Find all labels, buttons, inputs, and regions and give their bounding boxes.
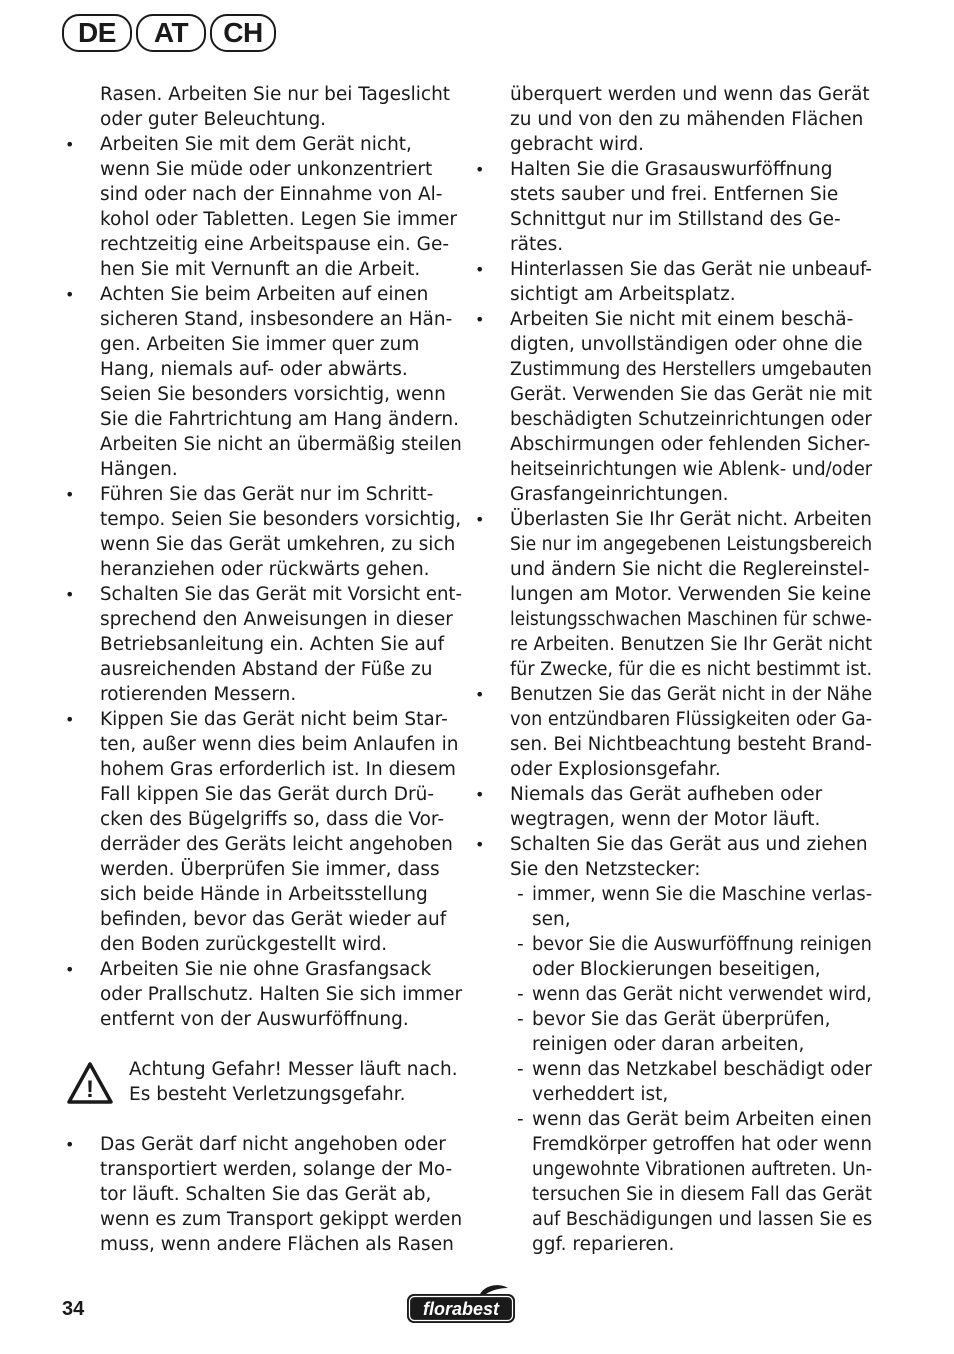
logo-wordmark: florabest [422,1299,500,1319]
text-line [472,232,872,257]
text-line [472,282,872,307]
dash-marker: - [517,984,524,1005]
text-line [62,382,462,407]
text-line [62,782,462,807]
text-line [472,407,872,432]
line-text: kohol oder Tabletten. Legen Sie immer [100,209,457,230]
country-badge-de: DE [62,14,132,52]
text-line [62,557,462,582]
text-line [62,432,462,457]
text-line [472,632,872,657]
text-line [62,1132,462,1157]
text-line [62,182,462,207]
line-text: hohem Gras erforderlich ist. In diesem [100,759,456,780]
text-line [472,82,872,107]
text-line [472,257,872,282]
bullet-icon: • [475,510,485,529]
line-text: Benutzen Sie das Gerät nicht in der Nähe [510,684,873,705]
line-text: befinden, bevor das Gerät wieder auf [100,909,447,930]
line-text: Gerät. Verwenden Sie das Gerät nie mit [510,384,873,405]
line-text: sprechend den Anweisungen in dieser [100,609,453,630]
line-text: verheddert ist, [532,1084,669,1105]
text-line [472,1132,872,1157]
line-text: wenn das Netzkabel beschädigt oder [532,1059,872,1080]
text-line [62,632,462,657]
text-line [62,107,462,132]
line-text: zu und von den zu mähenden Flächen [510,109,864,130]
line-text: auf Beschädigungen und lassen Sie es [532,1209,873,1230]
line-text: werden. Überprüfen Sie immer, dass [100,859,440,880]
text-line [62,232,462,257]
text-line [62,1007,462,1032]
text-line [472,1182,872,1207]
line-text: digten, unvollständigen oder ohne die [510,334,863,355]
warning-note [62,1057,462,1132]
line-text: ggf. reparieren. [532,1234,675,1255]
text-line [472,482,872,507]
text-line [62,807,462,832]
line-text: stets sauber und frei. Entfernen Sie [510,184,839,205]
warning-text: Achtung Gefahr! Messer läuft nach. [129,1059,458,1080]
text-line [62,157,462,182]
line-text: Hinterlassen Sie das Gerät nie unbeauf- [510,259,872,280]
line-text: sicheren Stand, insbesondere an Hän- [100,309,453,330]
text-line [472,882,872,907]
text-line [62,1157,462,1182]
text-line [62,257,462,282]
line-text: Sie nur im angegebenen Leistungsbereich [510,534,873,555]
line-text: gebracht wird. [510,134,645,155]
text-line [62,607,462,632]
bullet-icon: • [65,585,75,604]
text-line [62,757,462,782]
line-text: reinigen oder daran arbeiten, [532,1034,805,1055]
warning-text: Es besteht Verletzungsgefahr. [129,1084,406,1105]
bullet-icon: • [65,960,75,979]
line-text: Niemals das Gerät aufheben oder [510,784,823,805]
dash-marker: - [517,1059,524,1080]
text-line [472,732,872,757]
bullet-icon: • [65,485,75,504]
spacer [62,1032,462,1057]
bullet-icon: • [475,685,485,704]
left-text-block [62,82,462,1032]
line-text: beschädigten Schutzeinrichtungen oder [510,409,872,430]
line-text: Arbeiten Sie nicht mit einem beschä- [510,309,854,330]
line-text: tersuchen Sie in diesem Fall das Gerät [532,1184,872,1205]
line-text: Schnittgut nur im Stillstand des Ge- [510,209,841,230]
line-text: ungewohnte Vibrationen auftreten. Un- [532,1159,873,1180]
text-line [472,682,872,707]
bullet-icon: • [65,135,75,154]
text-line [472,982,872,1007]
text-line [472,907,872,932]
text-line [472,807,872,832]
left-column [62,82,462,1257]
text-line [62,1182,462,1207]
bullet-icon: • [65,285,75,304]
text-line [62,532,462,557]
line-text: und ändern Sie nicht die Reglereinstel- [510,559,870,580]
text-line [472,1157,872,1182]
text-line [472,307,872,332]
text-line [62,1207,462,1232]
bullet-icon: • [475,160,485,179]
line-text: Hang, niemals auf- oder abwärts. [100,359,408,380]
text-line [62,657,462,682]
line-text: derräder des Geräts leicht angehoben [100,834,453,855]
text-line [62,307,462,332]
text-line [62,207,462,232]
text-line [472,532,872,557]
line-text: wegtragen, wenn der Motor läuft. [510,809,821,830]
line-text: wenn Sie das Gerät umkehren, zu sich [100,534,456,555]
text-line [472,757,872,782]
line-text: wenn das Gerät nicht verwendet wird, [532,984,872,1005]
text-line [62,582,462,607]
line-text: sich beide Hände in Arbeitsstellung [100,884,428,905]
text-line [62,982,462,1007]
line-text: überquert werden und wenn das Gerät [510,84,870,105]
line-text: Schalten Sie das Gerät aus und ziehen [510,834,868,855]
dash-marker: - [517,1109,524,1130]
text-line [472,507,872,532]
line-text: Schalten Sie das Gerät mit Vorsicht ent- [100,584,463,605]
dash-marker: - [517,934,524,955]
line-text: leistungsschwachen Maschinen für schwe- [510,609,872,630]
line-text: oder Blockierungen beseitigen, [532,959,821,980]
text-line [62,82,462,107]
line-text: ausreichenden Abstand der Füße zu [100,659,433,680]
text-line [62,407,462,432]
left-text-block-after-warning [62,1132,462,1257]
text-line [472,857,872,882]
line-text: Hängen. [100,459,178,480]
line-text: Zustimmung des Herstellers umgebauten [510,359,872,380]
text-line [62,1232,462,1257]
text-line [62,507,462,532]
line-text: re Arbeiten. Benutzen Sie Ihr Gerät nicht [510,634,873,655]
warning-mark: ! [86,1076,94,1103]
line-text: Führen Sie das Gerät nur im Schritt- [100,484,434,505]
text-line [472,707,872,732]
text-line [62,957,462,982]
line-text: gen. Arbeiten Sie immer quer zum [100,334,420,355]
bullet-icon: • [65,1135,75,1154]
line-text: Sie den Netzstecker: [510,859,701,880]
line-text: Fremdkörper getroffen hat oder wenn [532,1134,872,1155]
text-line [472,1032,872,1057]
text-line [62,732,462,757]
text-line [472,207,872,232]
line-text: Halten Sie die Grasauswurföffnung [510,159,833,180]
text-line [472,832,872,857]
line-text: sind oder nach der Einnahme von Al- [100,184,443,205]
line-text: sen. Bei Nichtbeachtung besteht Brand- [510,734,872,755]
line-text: Seien Sie besonders vorsichtig, wenn [100,384,446,405]
text-line [472,1232,872,1257]
text-line [62,832,462,857]
text-line [472,1057,872,1082]
line-text: wenn es zum Transport gekippt werden [100,1209,463,1230]
line-text: transportiert werden, solange der Mo- [100,1159,453,1180]
line-text: hen Sie mit Vernunft an die Arbeit. [100,259,421,280]
line-text: sen, [532,909,571,930]
line-text: muss, wenn andere Flächen als Rasen [100,1234,454,1255]
line-text: sichtigt am Arbeitsplatz. [510,284,736,305]
line-text: Abschirmungen oder fehlenden Sicher- [510,434,871,455]
page-number: 34 [62,1298,85,1320]
bullet-icon: • [475,310,485,329]
warning-line [62,1082,462,1107]
bullet-icon: • [475,260,485,279]
line-text: Betriebsanleitung ein. Achten Sie auf [100,634,445,655]
line-text: bevor Sie die Auswurföffnung reinigen [532,934,872,955]
dash-marker: - [517,1009,524,1030]
line-text: cken des Bügelgriffs so, dass die Vor- [100,809,445,830]
line-text: Achten Sie beim Arbeiten auf einen [100,284,429,305]
line-text: wenn Sie müde oder unkonzentriert [100,159,433,180]
text-line [62,482,462,507]
line-text: rätes. [510,234,564,255]
text-line [62,332,462,357]
line-text: Fall kippen Sie das Gerät durch Drü- [100,784,435,805]
line-text: immer, wenn Sie die Maschine verlas- [532,884,873,905]
text-line [472,1107,872,1132]
text-line [62,457,462,482]
bullet-icon: • [475,785,485,804]
line-text: für Zwecke, für die es nicht bestimmt ist. [510,659,873,680]
line-text: Rasen. Arbeiten Sie nur bei Tageslicht [100,84,451,105]
line-text: Überlasten Sie Ihr Gerät nicht. Arbeiten [510,509,872,530]
text-line [62,282,462,307]
text-line [62,882,462,907]
text-line [62,907,462,932]
line-text: tempo. Seien Sie besonders vorsichtig, [100,509,462,530]
text-line [62,357,462,382]
line-text: oder guter Beleuchtung. [100,109,327,130]
line-text: heranziehen oder rückwärts gehen. [100,559,430,580]
text-line [472,332,872,357]
line-text: ten, außer wenn dies beim Anlaufen in [100,734,459,755]
warning-line [62,1057,462,1082]
text-line [472,582,872,607]
text-line [472,557,872,582]
line-text: Grasfangeinrichtungen. [510,484,729,505]
country-badge-at: AT [136,14,206,52]
text-line [62,857,462,882]
text-line [472,132,872,157]
text-line [472,432,872,457]
line-text: den Boden zurückgestellt wird. [100,934,388,955]
line-text: Arbeiten Sie nicht an übermäßig steilen [100,434,462,455]
text-line [472,1082,872,1107]
florabest-logo [404,1284,518,1326]
text-line [472,1207,872,1232]
dash-marker: - [517,884,524,905]
line-text: Das Gerät darf nicht angehoben oder [100,1134,446,1155]
text-line [62,707,462,732]
country-badge-ch: CH [210,14,276,52]
line-text: tor läuft. Schalten Sie das Gerät ab, [100,1184,432,1205]
text-line [472,357,872,382]
line-text: Arbeiten Sie nie ohne Grasfangsack [100,959,432,980]
line-text: lungen am Motor. Verwenden Sie keine [510,584,872,605]
text-line [472,1007,872,1032]
text-line [472,957,872,982]
line-text: entfernt von der Auswurföffnung. [100,1009,409,1030]
line-text: Sie die Fahrtrichtung am Hang ändern. [100,409,460,430]
text-line [472,157,872,182]
text-line [472,382,872,407]
text-line [472,182,872,207]
text-line [472,932,872,957]
line-text: rechtzeitig eine Arbeitspause ein. Ge- [100,234,450,255]
line-text: wenn das Gerät beim Arbeiten einen [532,1109,872,1130]
line-text: heitseinrichtungen wie Ablenk- und/oder [510,459,873,480]
line-text: oder Prallschutz. Halten Sie sich immer [100,984,463,1005]
right-column [472,82,872,1257]
line-text: Arbeiten Sie mit dem Gerät nicht, [100,134,412,155]
text-line [472,782,872,807]
text-line [62,132,462,157]
line-text: bevor Sie das Gerät überprüfen, [532,1009,831,1030]
text-line [472,107,872,132]
text-line [62,682,462,707]
line-text: Kippen Sie das Gerät nicht beim Star- [100,709,448,730]
text-line [472,657,872,682]
bullet-icon: • [475,835,485,854]
text-line [62,932,462,957]
text-line [472,607,872,632]
line-text: oder Explosionsgefahr. [510,759,721,780]
line-text: rotierenden Messern. [100,684,297,705]
bullet-icon: • [65,710,75,729]
text-line [472,457,872,482]
line-text: von entzündbaren Flüssigkeiten oder Ga- [510,709,873,730]
